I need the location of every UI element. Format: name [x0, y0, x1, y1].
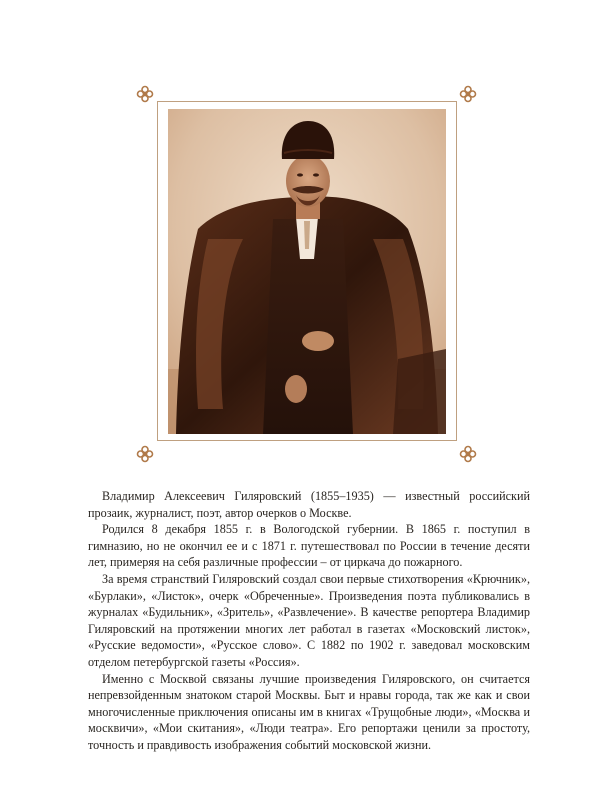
celtic-knot-ornament-icon — [459, 85, 477, 103]
paragraph: Родился 8 декабря 1855 г. в Вологодской губернии. В 1865 г. поступил в гимназию, но не окончил ее и с 1871 г. путешествовал по России в течение десяти лет, примеряя на себя различные профессии – от циркача до пожарного. — [88, 522, 530, 570]
paragraph: За время странствий Гиляровский создал свои первые стихотворения «Крючник», «Бурлаки», «Листок», очерк «Обреченные». Произведения поэта публиковались в журналах «Будильник», «Зритель», «Развлечение». В качестве репортера Владимир Гиляровский на протяжении многих лет работал в газетах «Московский листок», «Русские ведомости», «Русское слово». С 1882 по 1902 г. заведовал московским отделом петербургской газеты «Россия». — [88, 571, 530, 669]
paragraph: Именно с Москвой связаны лучшие произведения Гиляровского, он считается непревзойденным знатоком старой Москвы. Быт и нравы города, так же как и свои многочисленные приключения описаны им в книгах «Трущобные люди», «Москва и москвичи», «Мои скитания», «Люди театра». Его репортажи ценили за простоту, точность и правдивость изображения событий московской жизни. — [88, 671, 530, 752]
portrait-photo — [168, 109, 446, 434]
celtic-knot-ornament-icon — [459, 445, 477, 463]
celtic-knot-ornament-icon — [136, 85, 154, 103]
celtic-knot-ornament-icon — [136, 445, 154, 463]
biography-text — [88, 488, 530, 754]
paragraph: Владимир Алексеевич Гиляровский (1855–1935) — известный российский прозаик, журналист, поэт, автор очерков о Москве. — [88, 489, 530, 520]
